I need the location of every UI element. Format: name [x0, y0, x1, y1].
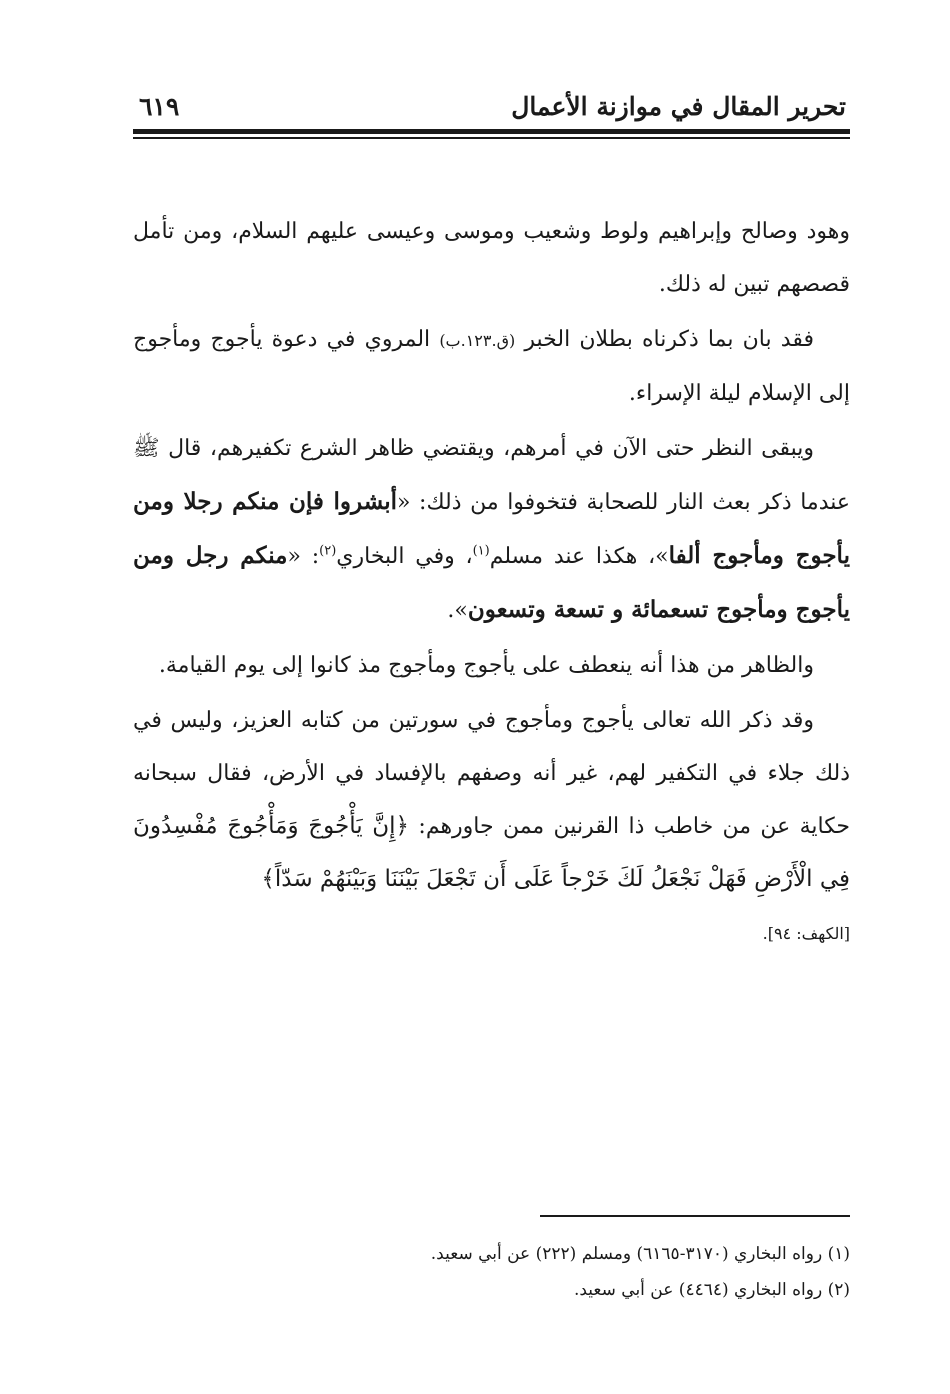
paragraph-1-text: وهود وصالح وإبراهيم ولوط وشعيب وموسى وعيسى عليهم السلام، ومن تأمل قصصهم تبين له ذلك. [133, 219, 850, 297]
paragraph-2-text-a: فقد بان بما ذكرناه بطلان الخبر [524, 327, 814, 352]
paragraph-3-text-a: ويبقى النظر حتى الآن في أمرهم، ويقتضي ظاهر الشرع تكفيرهم، قال ﷺ عندما ذكر بعث النار للصحابة فتخوفوا من ذلك: « [133, 436, 851, 515]
paragraph-3-text-e: ». [447, 598, 468, 623]
header-rule-thin [133, 137, 850, 139]
footnote-1-text: رواه البخاري (٣١٧٠-٦١٦٥) ومسلم (٢٢٢) عن أبي سعيد. [430, 1244, 823, 1264]
footnotes [133, 1236, 850, 1308]
hadith-quote-1: أبشروا فإن منكم رجلا ومن يأجوج ومأجوج ألفا [133, 488, 850, 569]
paragraph-4-text: والظاهر من هذا أنه ينعطف على يأجوج ومأجوج مذ كانوا إلى يوم القيامة. [158, 653, 814, 678]
footnote-2 [133, 1272, 850, 1308]
paragraph-2-text-b: المروي في دعوة يأجوج ومأجوج إلى الإسلام ليلة الإسراء. [133, 327, 850, 406]
quran-citation: [الكهف: ٩٤]. [762, 924, 850, 943]
paragraph-5 [133, 694, 850, 960]
paragraph-4 [133, 639, 850, 692]
paragraph-3-text-b: »، هكذا عند مسلم [489, 544, 669, 569]
main-text [133, 205, 850, 962]
running-header [133, 86, 850, 126]
page-number: ٦١٩ [139, 92, 180, 121]
paragraph-3 [133, 422, 850, 637]
paragraph-3-text-d: : « [287, 544, 320, 569]
footnote-separator [540, 1215, 850, 1217]
paragraph-1 [133, 205, 850, 311]
paragraph-2 [133, 313, 850, 420]
footnote-ref-1[interactable]: (١) [472, 543, 490, 559]
footnote-1 [133, 1236, 850, 1272]
quran-verse: ﴿إِنَّ يَأْجُوجَ وَمَأْجُوجَ مُفْسِدُونَ فِي الْأَرْضِ فَهَلْ نَجْعَلُ لَكَ خَرْجاً عَلَى أَن تَجْعَلَ بَيْنَنَا وَبَيْنَهُمْ سَدّاً﴾ [133, 813, 850, 892]
header-rule-thick [133, 129, 850, 134]
hadith-quote-2: منكم رجل ومن يأجوج ومأجوج تسعمائة و تسعة وتسعون [133, 542, 850, 623]
footnote-1-number: (١) [827, 1244, 850, 1264]
paragraph-5-text: وقد ذكر الله تعالى يأجوج ومأجوج في سورتين من كتابه العزيز، وليس في ذلك جلاء في التكفير لهم، غير أنه وصفهم بالإفساد في الأرض، فقال سبحانه حكاية عن من خاطب ذا القرنين ممن جاورهم: [133, 708, 850, 839]
footnote-2-text: رواه البخاري (٤٤٦٤) عن أبي سعيد. [573, 1280, 823, 1300]
footnote-2-number: (٢) [827, 1280, 850, 1300]
footnote-ref-2[interactable]: (٢) [319, 543, 337, 559]
paragraph-3-text-c: ، وفي البخاري [336, 544, 473, 569]
manuscript-folio-ref: (ق.١٢٣.ب) [439, 331, 516, 350]
book-title: تحرير المقال في موازنة الأعمال [511, 92, 846, 121]
